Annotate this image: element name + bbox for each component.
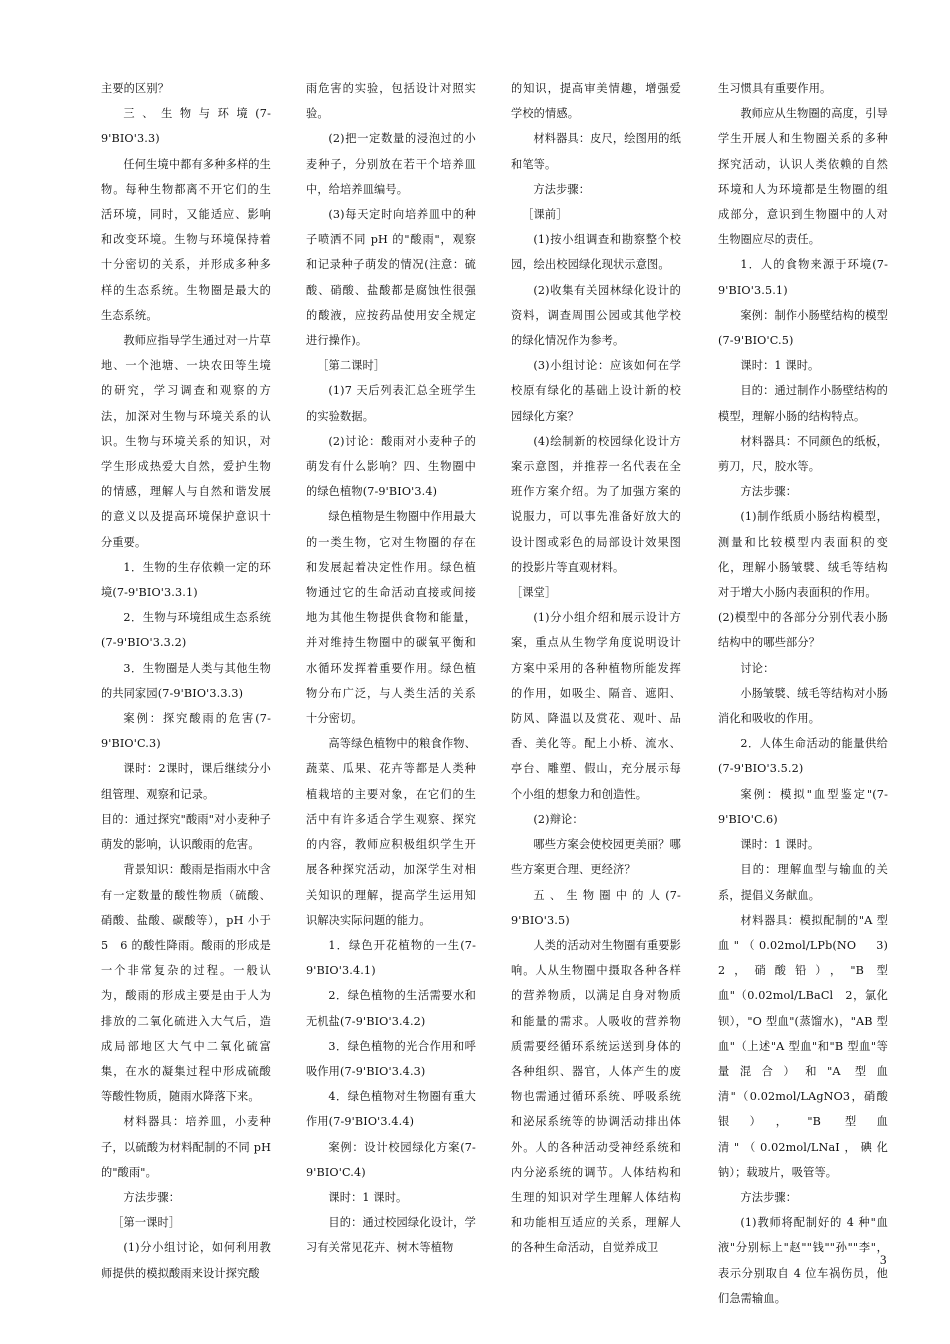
paragraph: (2)讨论：酸雨对小麦种子的萌发有什么影响？四、生物圈中的绿色植物(7-9'BIO'3.4) [306,434,476,499]
paragraph: 教师应从生物圈的高度，引导学生开展人和生物圈关系的多种探究活动，认识人类依赖的自然环境和人为环境都是生物圈的组成部分，意识到生物圈中的人对生物圈应尽的责任。 [718,107,888,247]
page-number: 3 [880,1252,887,1267]
paragraph: (1)教师将配制好的 4 种"血液"分别标上"赵""钱""孙""李"，表示分别取自 4 位车祸伤员，他们急需输血。 [718,1216,888,1305]
paragraph: 的知识，提高审美情趣，增强爱学校的情感。 [511,82,681,121]
paragraph: (1)7 天后列表汇总全班学生的实验数据。 [306,384,476,423]
paragraph: (1)分小组讨论，如何利用教师提供的模拟酸雨来设计探究酸 [101,1241,271,1280]
paragraph: (2)收集有关园林绿化设计的资料，调查周围公园或其他学校的绿化情况作为参考。 [511,283,681,348]
paragraph: 目的：通过校园绿化设计，学习有关常见花卉、树木等植物 [306,1216,476,1255]
paragraph: (3)每天定时向培养皿中的种子喷洒不同 pH 的"酸雨"，观察和记录种子萌发的情况(注意：硫酸、硝酸、盐酸都是腐蚀性很强的酸液，应按药品使用安全规定进行操作)。 [306,208,476,348]
text-column-2 [306,76,476,1261]
paragraph: 方法步骤： [123,1190,181,1204]
paragraph: 1．生物的生存依赖一定的环境(7-9'BIO'3.3.1) [101,560,271,600]
paragraph: 4．绿色植物对生物圈有重大作用(7-9'BIO'3.4.4) [306,1090,476,1129]
paragraph: (2)把一定数量的浸泡过的小麦种子，分别放在若干个培养皿中，给培养皿编号。 [306,132,476,196]
paragraph: 目的：通过探究"酸雨"对小麦种子萌发的影响，认识酸雨的危害。 [101,812,271,852]
paragraph: 五、生物圈中的人(7-9'BIO'3.5) [511,888,681,927]
paragraph: 任何生境中都有多种多样的生物。每种生物都离不开它们的生活环境，同时，又能适应、影响和改变环境。生物与环境保持着十分密切的关系，并形成多种多样的生态系统。生物圈是最大的生态系统。 [101,157,271,322]
text-column-1 [101,76,271,1286]
paragraph: ［第一课时］ [112,1216,181,1230]
paragraph: 3．生物圈是人类与其他生物的共同家园(7-9'BIO'3.3.3) [101,661,271,700]
paragraph: 讨论： [740,661,775,675]
paragraph: 目的：理解血型与输血的关系，提倡义务献血。 [718,863,888,902]
paragraph: (2)辩论： [533,812,584,826]
paragraph: 1．人的食物来源于环境(7-9'BIO'3.5.1) [718,258,888,297]
paragraph: 主要的区别？ [101,82,170,95]
paragraph: 课时：1 课时。 [740,838,820,852]
paragraph: 课时：1 课时。 [328,1190,408,1204]
paragraph: 2．生物与环境组成生态系统(7-9'BIO'3.3.2) [101,611,271,650]
paragraph: 方法步骤： [533,182,591,196]
paragraph: 生习惯具有重要作用。 [718,82,832,95]
paragraph: 2．人体生命活动的能量供给(7-9'BIO'3.5.2) [718,737,888,776]
paragraph: 绿色植物是生物圈中作用最大的一类生物，它对生物圈的存在和发展起着决定性作用。绿色植物通过它的生命活动直接或间接地为其他生物提供食物和能量，并对维持生物圈中的碳氧平衡和水循环发挥着重要作用。绿色植物分布广泛，与人类生活的关系十分密切。 [306,510,476,726]
paragraph: (1)分小组介绍和展示设计方案，重点从生物学角度说明设计方案中采用的各种植物所能发挥的作用，如吸尘、隔音、遮阳、防风、降温以及赏花、观叶、品香、美化等。配上小桥、流水、亭台、雕塑、假山，充分展示每个小组的想象力和创造性。 [511,611,681,801]
paragraph: 材料器具：培养皿，小麦种子，以硫酸为材料配制的不同 pH 的"酸雨"。 [101,1115,271,1179]
paragraph: ［课前］ [522,208,568,222]
paragraph: 方法步骤： [740,485,798,499]
paragraph: 方法步骤： [740,1190,798,1204]
paragraph: 案例：探究酸雨的危害(7-9'BIO'C.3) [101,712,271,751]
paragraph: (1)制作纸质小肠结构模型，测量和比较模型内表面积的变化，理解小肠皱襞、绒毛等结构对于增大小肠内表面积的作用。 [718,510,888,600]
paragraph: 材料器具：皮尺，绘图用的纸和笔等。 [511,132,681,171]
paragraph: 人类的活动对生物圈有重要影响。人从生物圈中摄取各种各样的营养物质，以满足自身对物质和能量的需求。人吸收的营养物质需要经循环系统运送到身体的各种组织、器官，人体产生的废物也需通过循环系统、呼吸系统和泌尿系统等的协调活动排出体外。人的各种活动受神经系统和内分泌系统的调节。人体结构和生理的知识对学生理解人体结构和功能相互适应的关系，理解人的各种生命活动，自觉养成卫 [511,938,681,1255]
paragraph: 雨危害的实验，包括设计对照实验。 [306,82,476,121]
paragraph: ［课堂］ [511,586,557,600]
paragraph: 课时：1 课时。 [740,359,820,373]
paragraph: 三、生物与环境(7-9'BIO'3.3) [101,107,271,146]
paragraph: 哪些方案会使校园更美丽？哪些方案更合理、更经济？ [511,838,681,877]
paragraph: 材料器具：不同颜色的纸板，剪刀，尺，胶水等。 [718,434,888,474]
paragraph: 课时：2课时，课后继续分小组管理、观察和记录。 [101,762,271,801]
paragraph: 案例：制作小肠壁结构的模型(7-9'BIO'C.5) [718,308,888,348]
text-column-3 [511,76,681,1261]
paragraph: 小肠皱襞、绒毛等结构对小肠消化和吸收的作用。 [718,686,888,726]
paragraph: (4)绘制新的校园绿化设计方案示意图，并推荐一名代表在全班作方案介绍。为了加强方案的说服力，可以事先准备好放大的设计图或彩色的局部设计效果图的投影片等直观材料。 [511,434,681,574]
paragraph: 高等绿色植物中的粮食作物、蔬菜、瓜果、花卉等都是人类种植栽培的主要对象，在它们的生活中有许多适合学生观察、探究的内容，教师应积极组织学生开展各种探究活动，加深学生对相关知识的理解，提高学生运用知识解决实际问题的能力。 [306,737,476,927]
paragraph: 目的：通过制作小肠壁结构的模型，理解小肠的结构特点。 [718,384,888,423]
paragraph: (2)模型中的各部分分别代表小肠结构中的哪些部分？ [718,611,888,650]
paragraph: 3．绿色植物的光合作用和呼吸作用(7-9'BIO'3.4.3) [306,1039,476,1078]
text-column-4 [718,76,900,1311]
paragraph: 1．绿色开花植物的一生(7-9'BIO'3.4.1) [306,938,476,978]
paragraph: ［第二课时］ [317,359,386,373]
paragraph: 材料器具：模拟配制的"A 型血"（0.02mol/LPb(NO 3) 2，硝酸铅），"B 型血"（0.02mol/LBaCl 2，氯化钡），"O 型血"(蒸馏水)，"AB 型血"（上述"A 型血"和"B 型血"等量混合）和"A 型血清"（0.02mol/LAgNO3，硝酸银），"B 型血清"（0.02mol/LNaI，碘化钠）；载玻片，吸管等。 [718,913,900,1179]
paragraph: 案例：设计校园绿化方案(7-9'BIO'C.4) [306,1140,476,1179]
paragraph: 2．绿色植物的生活需要水和无机盐(7-9'BIO'3.4.2) [306,989,476,1028]
paragraph: 背景知识：酸雨是指雨水中含有一定数量的酸性物质（硫酸、硝酸、盐酸、碳酸等），pH 小于 5 6 的酸性降雨。酸雨的形成是一个非常复杂的过程。一般认为，酸雨的形成主要是由于人为排放的二氧化硫进入大气后，造成局部地区大气中二氧化硫富集，在水的凝集过程中形成硫酸等酸性物质，随雨水降落下来。 [101,863,271,1104]
paragraph: (3)小组讨论：应该如何在学校原有绿化的基础上设计新的校园绿化方案？ [511,359,681,423]
paragraph: (1)按小组调查和勘察整个校园，绘出校园绿化现状示意图。 [511,233,681,272]
paragraph: 教师应指导学生通过对一片草地、一个池塘、一块农田等生境的研究，学习调查和观察的方法，加深对生物与环境关系的认识。生物与环境关系的知识，对学生形成热爱大自然，爱护生物的情感，理解人与自然和谐发展的意义以及提高环境保护意识十分重要。 [101,334,271,549]
paragraph: 案例：模拟"血型鉴定"(7-9'BIO'C.6) [718,787,888,826]
